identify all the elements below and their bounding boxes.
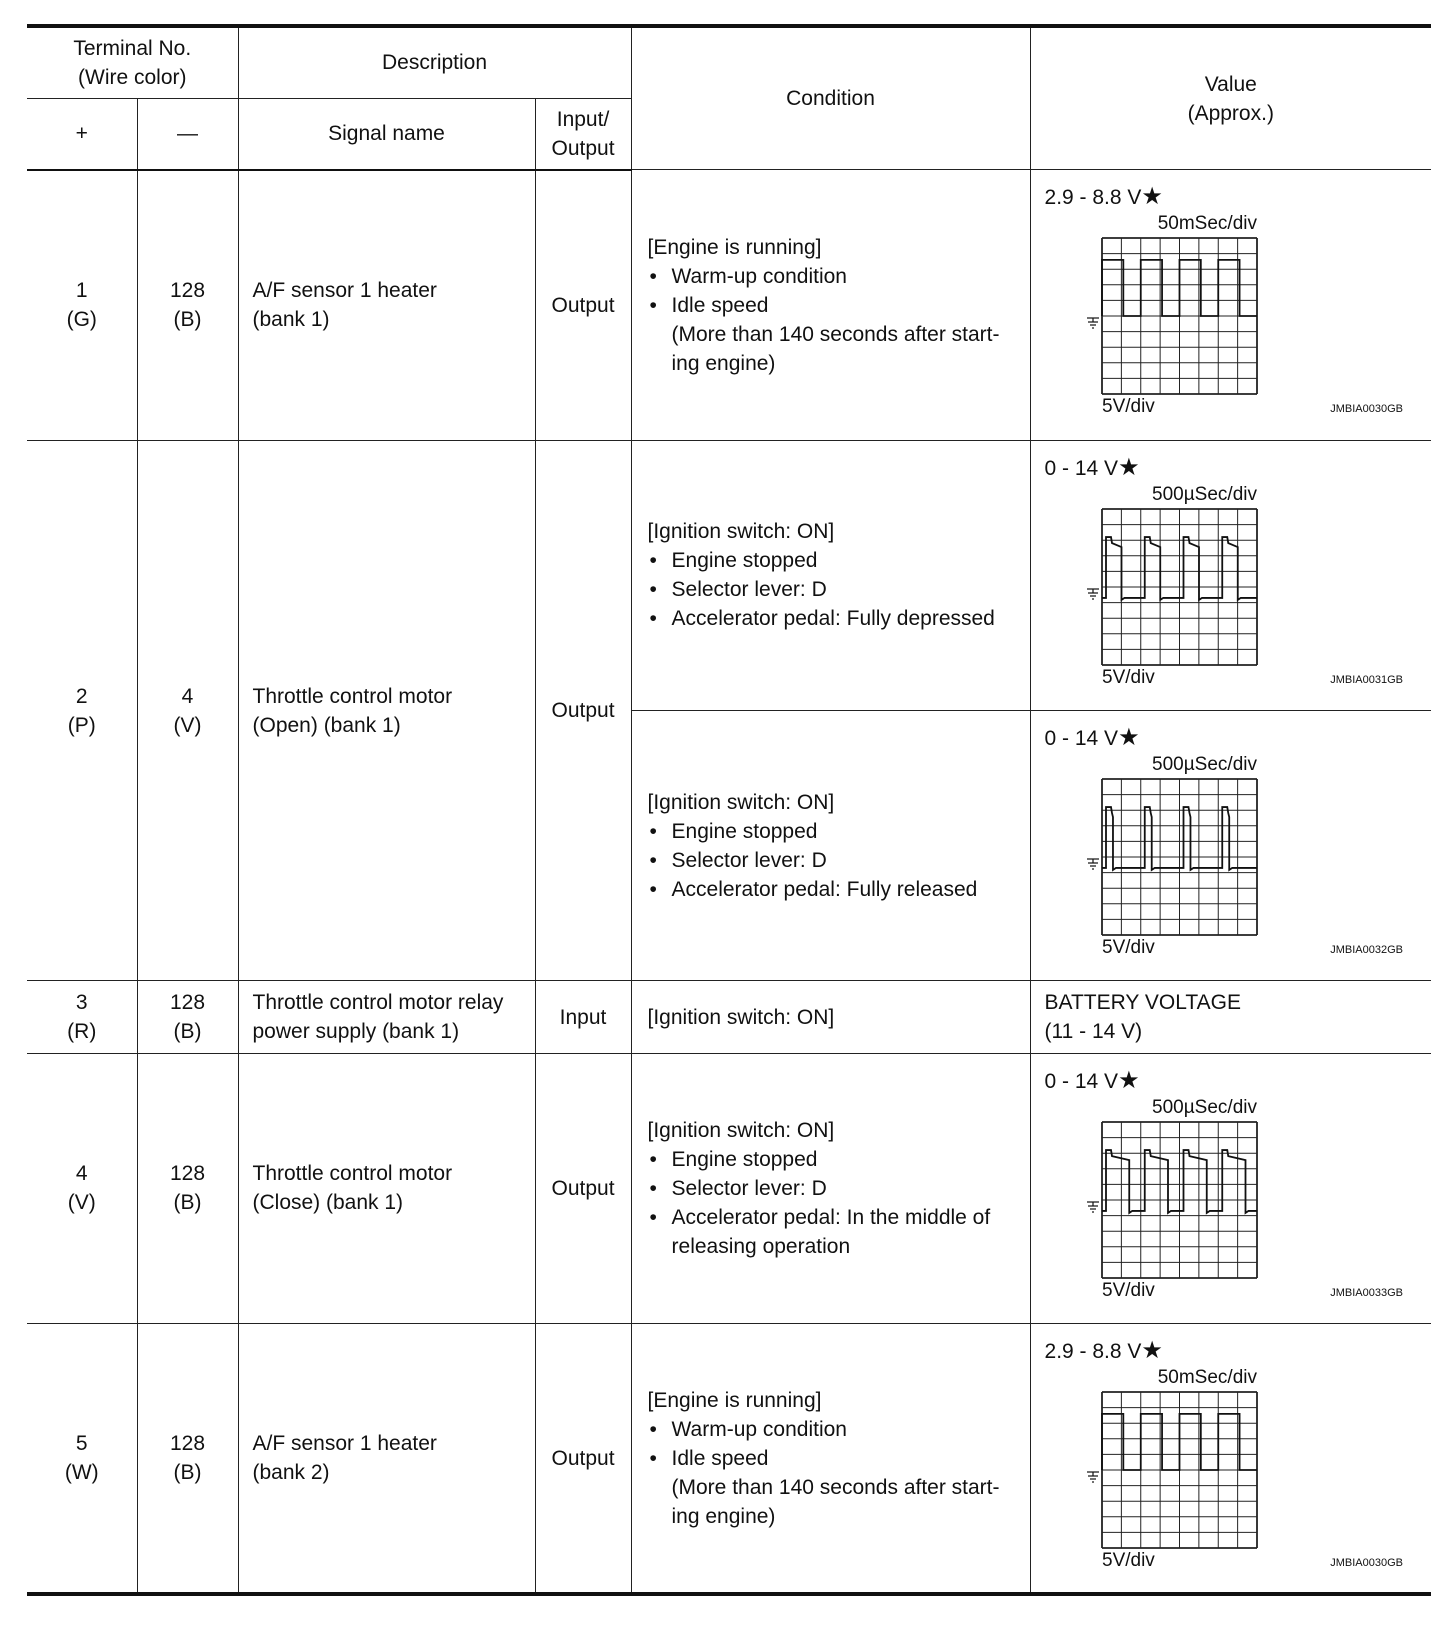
header-description: Description [238,26,631,98]
table-row [27,170,1431,440]
value-text: 0 - 14 V★ [1044,453,1140,481]
value-text: 2.9 - 8.8 V★ [1044,1337,1163,1365]
input-output: Output [535,1324,631,1594]
value-text: 0 - 14 V★ [1044,1066,1140,1094]
scope-volt-div: 5V/div [1101,1550,1155,1572]
figure-id: JMBIA0030GB [1329,1557,1403,1570]
waveform-trace [1102,1414,1257,1470]
header-plus: + [27,98,137,169]
terminal-plus: 2 (P) [27,440,137,981]
scope-time-div: 500µSec/div [1151,1097,1257,1118]
value-cell [1030,170,1431,440]
scope-volt-div: 5V/div [1101,666,1155,688]
oscilloscope-waveform [1087,485,1407,690]
terminal-minus: 128 (B) [137,170,238,440]
table-row [27,1324,1431,1594]
terminal-plus: 1 (G) [27,170,137,440]
header-signal-name: Signal name [238,98,535,169]
value-cell [1030,1324,1431,1594]
input-output: Input [535,981,631,1053]
scope-volt-div: 5V/div [1101,937,1155,959]
terminal-plus: 5 (W) [27,1324,137,1594]
condition: [Ignition switch: ON] • Engine stopped • Selector lever: D • Accelerator pedal: Fully released [631,711,1030,981]
terminal-minus: 4 (V) [137,440,238,981]
scope-time-div: 500µSec/div [1151,755,1257,776]
header-input-output: Input/ Output [535,98,631,169]
signal-name: A/F sensor 1 heater (bank 2) [238,1324,535,1594]
condition: [Ignition switch: ON] • Engine stopped • Selector lever: D • Accelerator pedal: Fully depressed [631,440,1030,710]
header-terminal-no: Terminal No. (Wire color) [27,26,238,98]
star-icon: ★ [1118,1066,1140,1094]
figure-id: JMBIA0032GB [1329,944,1403,957]
ground-icon [1087,589,1099,599]
terminal-plus: 4 (V) [27,1053,137,1323]
input-output: Output [535,440,631,981]
figure-id: JMBIA0030GB [1329,403,1403,416]
terminal-table [27,24,1431,1596]
signal-name: Throttle control motor (Open) (bank 1) [238,440,535,981]
terminal-minus: 128 (B) [137,1053,238,1323]
terminal-plus: 3 (R) [27,981,137,1053]
oscilloscope-waveform [1087,214,1407,419]
table-row [27,981,1431,1053]
oscilloscope-waveform [1087,1098,1407,1303]
header-minus: — [137,98,238,169]
figure-id: JMBIA0031GB [1329,673,1403,686]
scope-time-div: 50mSec/div [1157,214,1257,235]
scope-time-div: 50mSec/div [1157,1368,1257,1389]
oscilloscope-waveform [1087,755,1407,960]
input-output: Output [535,170,631,440]
condition: [Engine is running] • Warm-up condition • Idle speed (More than 140 seconds after start-ing engine) [631,170,1030,440]
ground-icon [1087,1472,1099,1482]
value-text: 2.9 - 8.8 V★ [1044,183,1163,211]
star-icon: ★ [1118,453,1140,481]
condition: [Engine is running] • Warm-up condition • Idle speed (More than 140 seconds after start-ing engine) [631,1324,1030,1594]
input-output: Output [535,1053,631,1323]
table-row [27,1053,1431,1323]
value-cell [1030,711,1431,981]
figure-id: JMBIA0033GB [1329,1286,1403,1299]
terminal-minus: 128 (B) [137,981,238,1053]
condition: [Ignition switch: ON] [631,981,1030,1053]
signal-name: Throttle control motor relay power supply (bank 1) [238,981,535,1053]
star-icon: ★ [1141,183,1163,211]
scope-volt-div: 5V/div [1101,1279,1155,1301]
terminal-minus: 128 (B) [137,1324,238,1594]
ground-icon [1087,1202,1099,1212]
waveform-trace [1102,260,1257,316]
signal-name: A/F sensor 1 heater (bank 1) [238,170,535,440]
table-row [27,440,1431,710]
scope-volt-div: 5V/div [1101,396,1155,418]
ground-icon [1087,859,1099,869]
star-icon: ★ [1141,1337,1163,1365]
star-icon: ★ [1118,724,1140,752]
condition: [Ignition switch: ON] • Engine stopped • Selector lever: D • Accelerator pedal: In the middle of releasing operation [631,1053,1030,1323]
header-value: Value (Approx.) [1030,26,1431,170]
header-condition: Condition [631,26,1030,170]
ground-icon [1087,318,1099,328]
value-text: BATTERY VOLTAGE (11 - 14 V) [1030,981,1431,1053]
signal-name: Throttle control motor (Close) (bank 1) [238,1053,535,1323]
value-cell [1030,1053,1431,1323]
scope-time-div: 500µSec/div [1151,484,1257,505]
oscilloscope-waveform [1087,1368,1407,1573]
value-cell [1030,440,1431,710]
value-text: 0 - 14 V★ [1044,724,1140,752]
